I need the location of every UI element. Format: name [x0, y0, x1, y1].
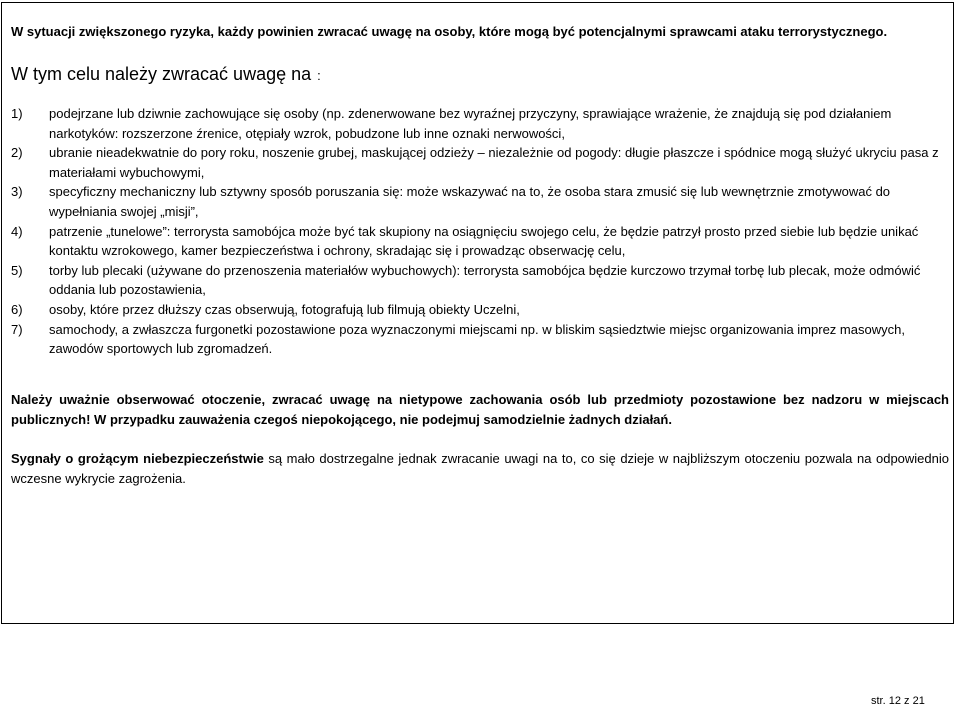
list-item-text: ubranie nieadekwatnie do pory roku, noszenie grubej, maskującej odzieży – niezależnie od pogody: długie płaszcze i spódnice mogą służyć ukryciu pasa z materiałami wybuchowymi,: [49, 145, 939, 180]
subheading-colon: :: [317, 68, 321, 83]
list-item-number: 3): [11, 184, 23, 200]
signals-lead: Sygnały o grożącym niebezpieczeństwie: [11, 451, 264, 466]
list-item-number: 7): [11, 321, 23, 337]
list-item-number: 6): [11, 301, 23, 317]
list-item-number: 4): [11, 223, 23, 239]
document-subheading: [11, 63, 321, 87]
subheading-text: W tym celu należy zwracać uwagę na: [11, 64, 312, 84]
list-item: [11, 222, 949, 261]
list-item-text: samochody, a zwłaszcza furgonetki pozostawione poza wyznaczonymi miejscami np. w bliskim sąsiedztwie miejsc organizowania imprez masowych, zawodów sportowych lub zgromadzeń.: [49, 321, 905, 357]
list-item: [11, 300, 949, 320]
list-item: [11, 182, 949, 221]
signals-paragraph: [11, 449, 949, 488]
signals-rest: są mało dostrzegalne jednak zwracanie uwagi na to, co się dzieje w najbliższym otoczeniu pozwala na odpowiednio wczesne wykrycie zagrożenia.: [11, 451, 949, 486]
list-item: [11, 143, 949, 182]
list-item-text: torby lub plecaki (używane do przenoszenia materiałów wybuchowych): terrorysta samobójca będzie kurczowo trzymał torbę lub plecak, może odmówić oddania lub pozostawienia,: [49, 262, 921, 298]
list-item-text: specyficzny mechaniczny lub sztywny sposób poruszania się: może wskazywać na to, że osoba stara zmusić się lub wewnętrznie zmotywować do wypełniania swojej „misji”,: [49, 184, 891, 219]
page-number: str. 12 z 21: [871, 695, 925, 707]
list-item-number: 2): [11, 145, 23, 161]
list-item-text: patrzenie „tunelowe”: terrorysta samobójca może być tak skupiony na osiągnięciu swojego celu, że będzie patrzył prosto przed siebie lub będzie unikać kontaktu wzrokowego, kamer bezpieczeństwa i ochrony, skradając się i prowadząc obserwację celu,: [49, 223, 919, 259]
document-headline: W sytuacji zwiększonego ryzyka, każdy powinien zwracać uwagę na osoby, które mogą być potencjalnymi sprawcami ataku terrorystycznego.: [11, 24, 888, 39]
list-item: [11, 320, 949, 359]
list-item-text: osoby, które przez dłuższy czas obserwują, fotografują lub filmują obiekty Uczelni,: [49, 301, 520, 317]
list-item-number: 1): [11, 106, 23, 121]
list-item: [11, 261, 949, 300]
list-item-text: podejrzane lub dziwnie zachowujące się osoby (np. zdenerwowane bez wyraźnej przyczyny, sprawiające wrażenie, że znajdują się pod działaniem narkotyków: rozszerzone źrenice, otępiały wzrok, pobudzone lub inne oznaki nerwowości,: [49, 106, 892, 141]
warning-signs-list: [11, 104, 949, 359]
list-item: [11, 104, 949, 143]
list-item-number: 5): [11, 262, 23, 278]
warning-paragraph: Należy uważnie obserwować otoczenie, zwracać uwagę na nietypowe zachowania osób lub przedmioty pozostawione bez nadzoru w miejscach publicznych! W przypadku zauważenia czegoś niepokojącego, nie podejmuj samodzielnie żadnych działań.: [11, 392, 949, 427]
